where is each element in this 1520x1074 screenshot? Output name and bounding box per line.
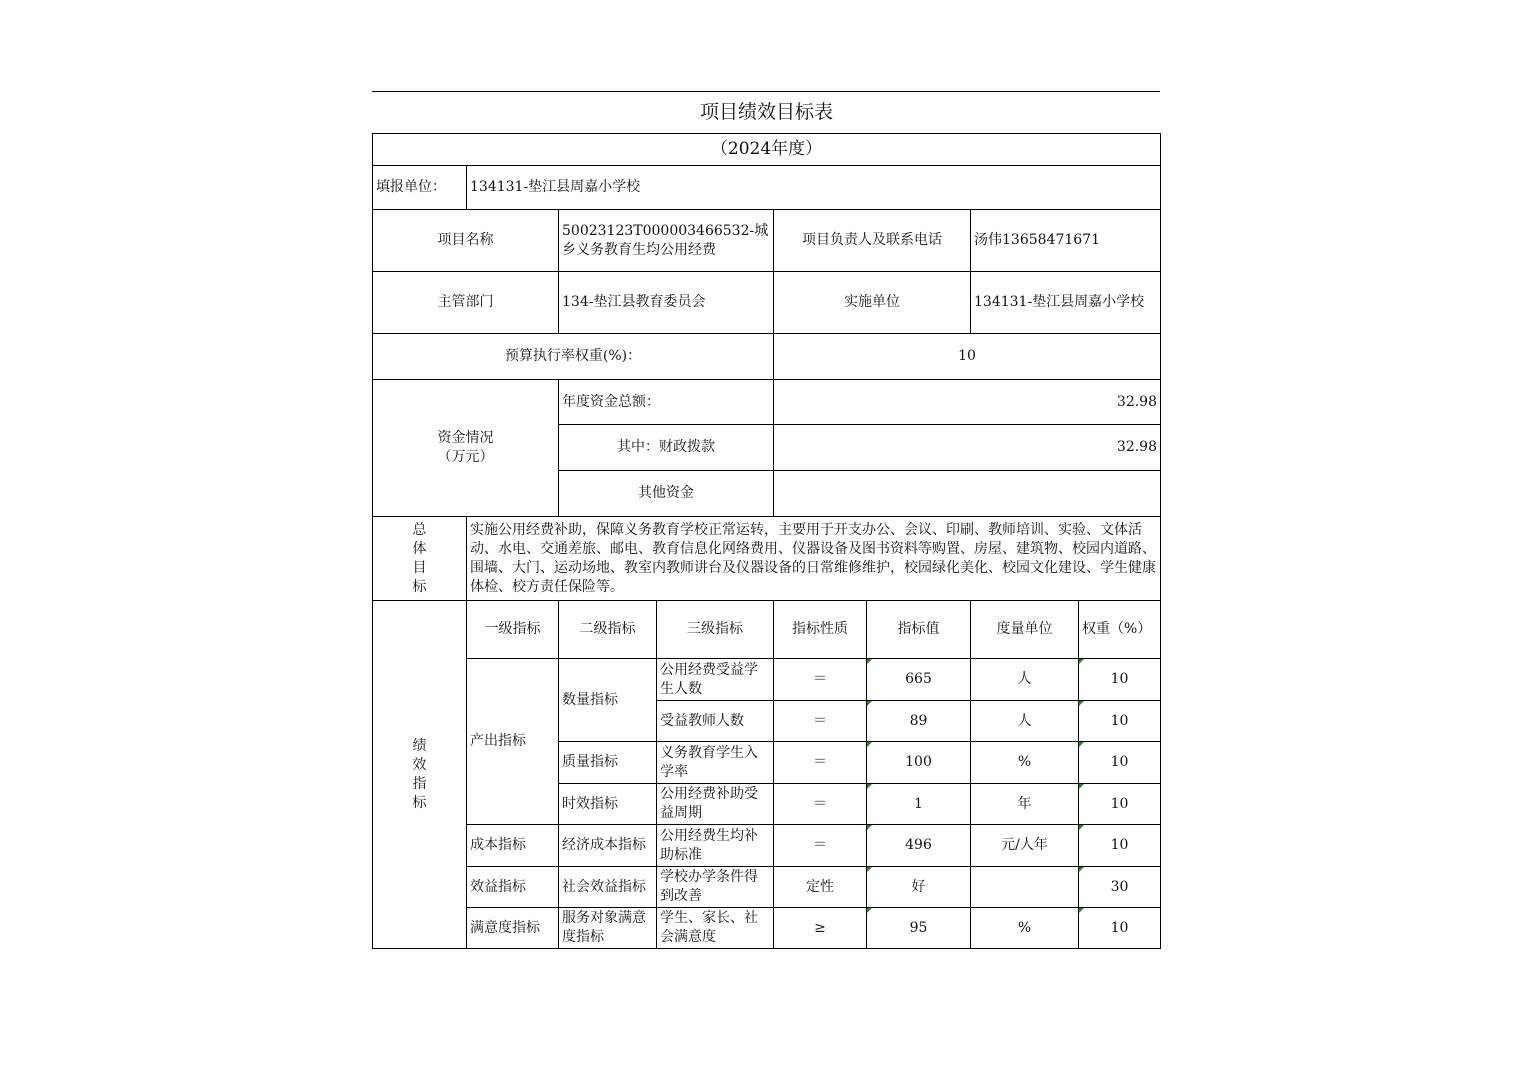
unit-label: 填报单位： <box>373 166 467 210</box>
weight-cell: 10 <box>1079 659 1161 701</box>
level2-economic-cost: 经济成本指标 <box>559 825 657 867</box>
unit-cell: 人 <box>971 659 1079 701</box>
funds-label-line1: 资金情况 <box>437 430 494 446</box>
overall-goal-text: 实施公用经费补助，保障义务教育学校正常运转，主要用于开支办公、会议、印刷、教师培训、实验、文体活动、水电、交通差旅、邮电、教育信息化网络费用、仪器设备及图书资料等购置、房屋、建筑物、校园内道路、围墙、大门、运动场地、教室内教师讲台及仪器设备的日常维修维护，校园绿化美化、校园文化建设、学生健康体检、校方责任保险等。 <box>467 517 1161 601</box>
header-level3: 三级指标 <box>657 601 774 659</box>
funds-fiscal-label: 其中：财政拨款 <box>559 425 774 471</box>
value-cell: 496 <box>867 825 971 867</box>
weight-cell: 10 <box>1079 784 1161 825</box>
funds-label-line2: （万元） <box>437 449 494 465</box>
overall-goal-char: 目 <box>412 559 427 576</box>
value-cell: 95 <box>867 908 971 949</box>
level2-quality: 质量指标 <box>559 742 657 784</box>
unit-row <box>373 166 1161 210</box>
value-cell: 100 <box>867 742 971 784</box>
budget-rate-row <box>373 334 1161 380</box>
nature-cell: ＝ <box>774 659 867 701</box>
indicator-cell: 公用经费补助受益周期 <box>657 784 774 825</box>
funds-label <box>373 380 559 517</box>
header-weight: 权重（%） <box>1079 601 1161 659</box>
value-cell: 665 <box>867 659 971 701</box>
contact-label: 项目负责人及联系电话 <box>774 210 971 272</box>
level2-timeliness: 时效指标 <box>559 784 657 825</box>
budget-rate-label: 预算执行率权重(%)： <box>373 334 774 380</box>
table-row <box>373 825 1161 867</box>
nature-cell: ＝ <box>774 742 867 784</box>
table-row <box>373 659 1161 701</box>
header-level2: 二级指标 <box>559 601 657 659</box>
funds-total-value: 32.98 <box>774 380 1161 425</box>
funds-fiscal-value: 32.98 <box>774 425 1161 471</box>
value-cell: 89 <box>867 701 971 742</box>
nature-cell: 定性 <box>774 867 867 908</box>
dept-label: 主管部门 <box>373 272 559 334</box>
unit-cell: 年 <box>971 784 1079 825</box>
page-title: 项目绩效目标表 <box>373 92 1161 134</box>
header-level1: 一级指标 <box>467 601 559 659</box>
dept-row <box>373 272 1161 334</box>
table-row <box>373 867 1161 908</box>
indicator-cell: 受益教师人数 <box>657 701 774 742</box>
unit-cell: 元/人年 <box>971 825 1079 867</box>
header-nature: 指标性质 <box>774 601 867 659</box>
overall-goal-label <box>373 517 467 601</box>
budget-rate-value: 10 <box>774 334 1161 380</box>
funds-other-value <box>774 471 1161 517</box>
funds-total-label: 年度资金总额： <box>559 380 774 425</box>
perf-char: 标 <box>412 794 427 811</box>
indicator-cell: 学生、家长、社会满意度 <box>657 908 774 949</box>
page-subtitle: （2024年度） <box>373 134 1161 166</box>
overall-goal-char: 标 <box>412 578 427 595</box>
level2-quantity: 数量指标 <box>559 659 657 742</box>
project-row <box>373 210 1161 272</box>
performance-target-table <box>372 91 1161 949</box>
value-cell: 1 <box>867 784 971 825</box>
indicator-cell: 义务教育学生入学率 <box>657 742 774 784</box>
nature-cell: ≥ <box>774 908 867 949</box>
indicator-cell: 公用经费生均补助标准 <box>657 825 774 867</box>
funds-total-row <box>373 380 1161 425</box>
impl-label: 实施单位 <box>774 272 971 334</box>
project-name-value: 50023123T000003466532-城乡义务教育生均公用经费 <box>559 210 774 272</box>
perf-char: 指 <box>412 775 427 792</box>
perf-char: 绩 <box>412 737 427 754</box>
value-cell: 好 <box>867 867 971 908</box>
impl-value: 134131-垫江县周嘉小学校 <box>971 272 1161 334</box>
level1-output: 产出指标 <box>467 659 559 825</box>
dept-value: 134-垫江县教育委员会 <box>559 272 774 334</box>
weight-cell: 10 <box>1079 742 1161 784</box>
unit-cell: % <box>971 742 1079 784</box>
title-row <box>373 92 1161 134</box>
indicator-header-row <box>373 601 1161 659</box>
level2-social-benefit: 社会效益指标 <box>559 867 657 908</box>
header-unit: 度量单位 <box>971 601 1079 659</box>
overall-goal-row <box>373 517 1161 601</box>
perf-char: 效 <box>412 756 427 773</box>
unit-cell: % <box>971 908 1079 949</box>
weight-cell: 10 <box>1079 701 1161 742</box>
nature-cell: ＝ <box>774 784 867 825</box>
weight-cell: 10 <box>1079 908 1161 949</box>
level1-benefit: 效益指标 <box>467 867 559 908</box>
unit-cell: 人 <box>971 701 1079 742</box>
header-value: 指标值 <box>867 601 971 659</box>
table-row <box>373 908 1161 949</box>
overall-goal-char: 体 <box>412 540 427 557</box>
nature-cell: ＝ <box>774 701 867 742</box>
weight-cell: 10 <box>1079 825 1161 867</box>
project-name-label: 项目名称 <box>373 210 559 272</box>
perf-indicator-label <box>373 601 467 949</box>
nature-cell: ＝ <box>774 825 867 867</box>
contact-value: 汤伟13658471671 <box>971 210 1161 272</box>
funds-other-label: 其他资金 <box>559 471 774 517</box>
level2-service-satisfaction: 服务对象满意度指标 <box>559 908 657 949</box>
indicator-cell: 学校办学条件得到改善 <box>657 867 774 908</box>
level1-satisfaction: 满意度指标 <box>467 908 559 949</box>
level1-cost: 成本指标 <box>467 825 559 867</box>
subtitle-row <box>373 134 1161 166</box>
overall-goal-char: 总 <box>412 521 427 538</box>
weight-cell: 30 <box>1079 867 1161 908</box>
unit-cell <box>971 867 1079 908</box>
unit-value: 134131-垫江县周嘉小学校 <box>467 166 1161 210</box>
performance-target-sheet <box>372 91 1160 949</box>
indicator-cell: 公用经费受益学生人数 <box>657 659 774 701</box>
